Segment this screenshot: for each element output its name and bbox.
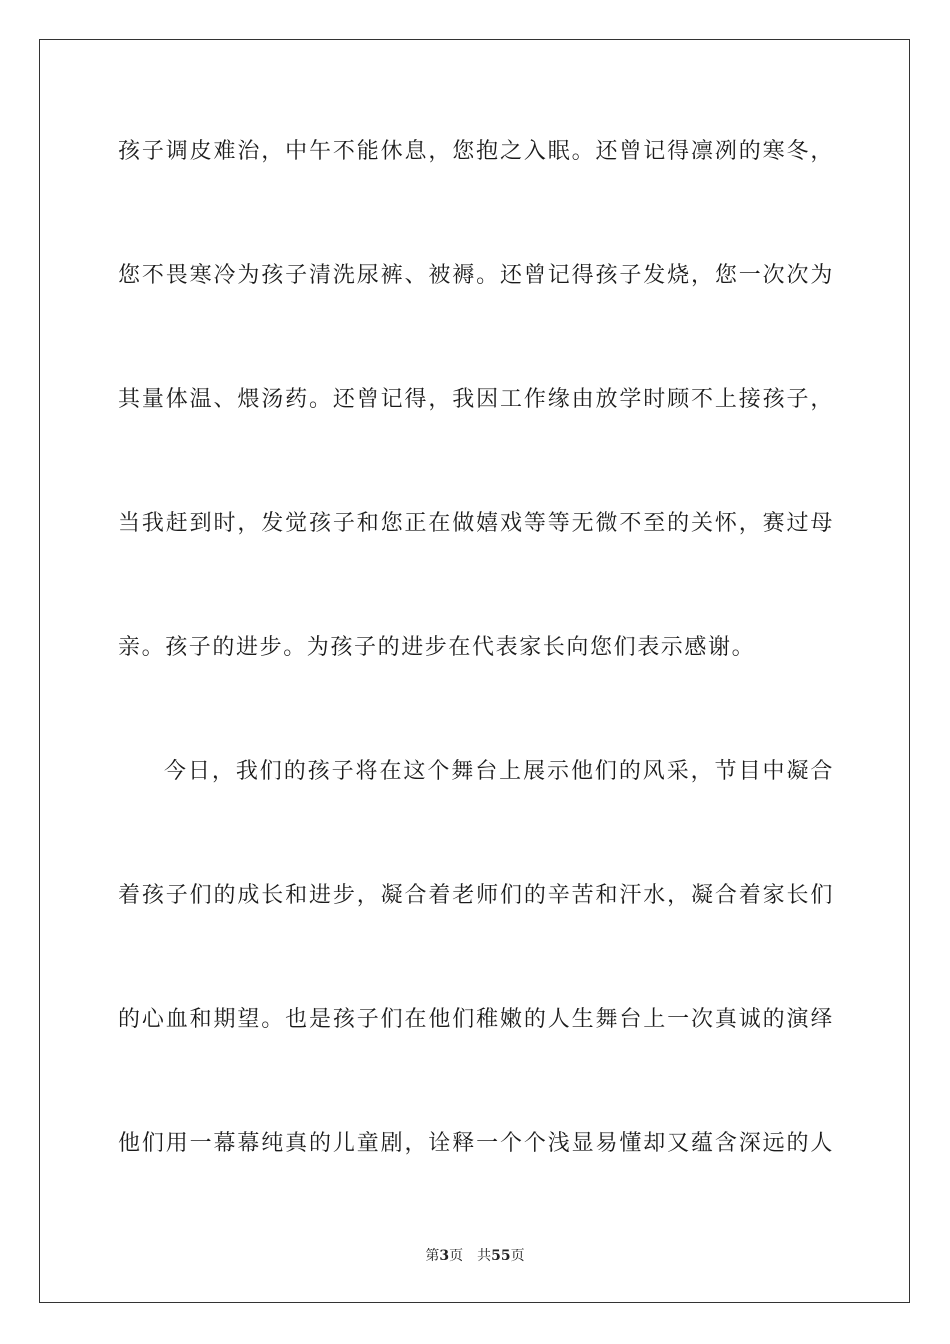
text-line-7: 着孩子们的成长和进步，凝合着老师们的辛苦和汗水，凝合着家长们 [118, 883, 834, 908]
total-prefix: 共 [477, 1248, 492, 1264]
text-line-3: 其量体温、煨汤药。还曾记得，我因工作缘由放学时顾不上接孩子， [118, 387, 834, 412]
page-suffix: 页 [449, 1248, 464, 1264]
text-line-4: 当我赶到时，发觉孩子和您正在做嬉戏等等无微不至的关怀，赛过母 [118, 511, 834, 536]
text-line-2: 您不畏寒冷为孩子清洗尿裤、被褥。还曾记得孩子发烧，您一次次为 [118, 263, 834, 288]
page-prefix: 第 [425, 1248, 440, 1264]
text-line-1: 孩子调皮难治，中午不能休息，您抱之入眠。还曾记得凛冽的寒冬， [118, 139, 834, 164]
page-number: 3 [439, 1248, 450, 1264]
page-footer [0, 1247, 950, 1265]
text-line-8: 的心血和期望。也是孩子们在他们稚嫩的人生舞台上一次真诚的演绎 [118, 1007, 834, 1032]
text-line-6: 今日，我们的孩子将在这个舞台上展示他们的风采，节目中凝合 [164, 759, 834, 784]
page-border [39, 39, 910, 1303]
total-pages: 55 [491, 1248, 511, 1264]
text-line-9: 他们用一幕幕纯真的儿童剧，诠释一个个浅显易懂却又蕴含深远的人 [118, 1131, 834, 1156]
text-line-5: 亲。孩子的进步。为孩子的进步在代表家长向您们表示感谢。 [118, 635, 756, 660]
total-suffix: 页 [510, 1248, 525, 1264]
